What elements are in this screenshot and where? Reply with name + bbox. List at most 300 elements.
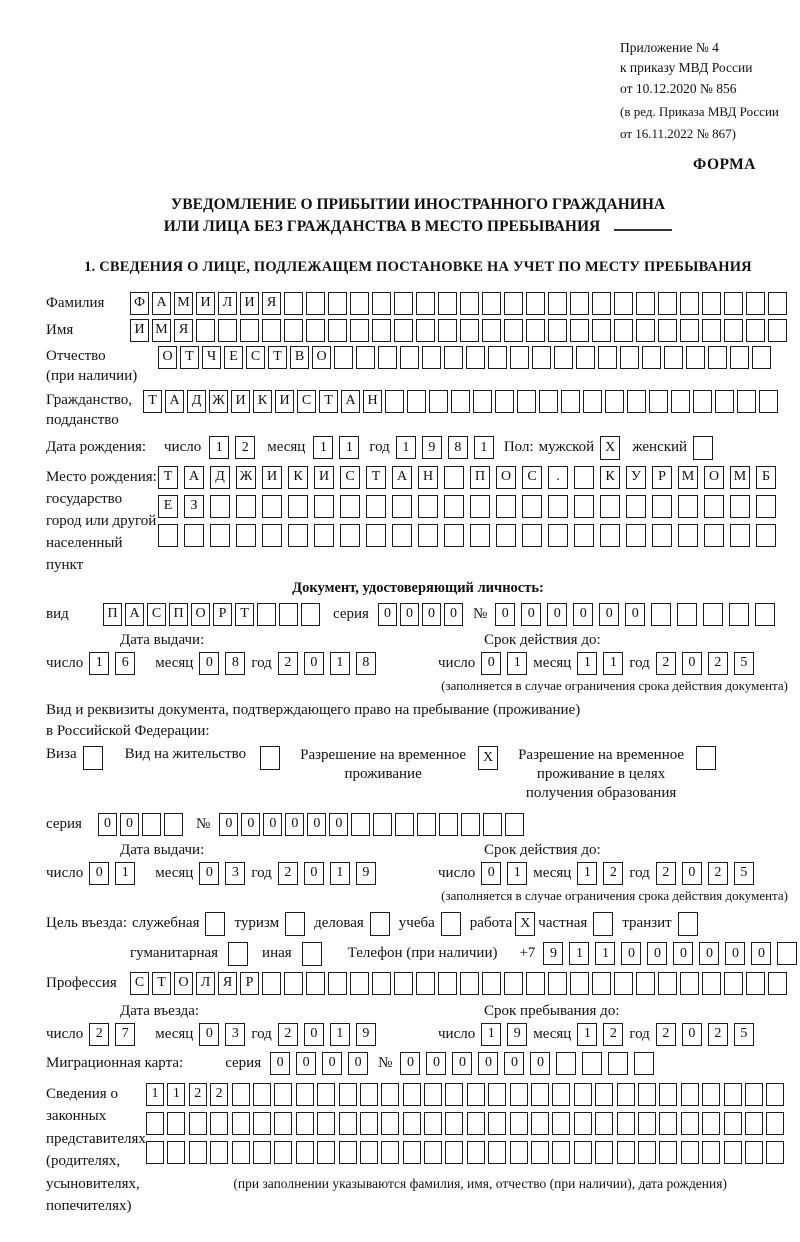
char-box bbox=[556, 1052, 576, 1075]
char-box bbox=[360, 1141, 378, 1164]
char-box: 1 bbox=[339, 436, 359, 459]
char-box: 0 bbox=[270, 1052, 290, 1075]
char-box: 0 bbox=[263, 813, 282, 836]
char-box bbox=[724, 1083, 742, 1106]
doc-type-label: вид bbox=[46, 605, 69, 622]
char-box bbox=[236, 524, 256, 547]
char-box: 5 bbox=[734, 1023, 754, 1046]
char-box bbox=[658, 972, 677, 995]
char-box: 2 bbox=[278, 862, 298, 885]
purpose-humanitarian-option: гуманитарная bbox=[130, 942, 248, 966]
char-box bbox=[627, 390, 646, 413]
char-box bbox=[429, 390, 448, 413]
appendix-block bbox=[620, 38, 790, 144]
char-box: К bbox=[600, 466, 620, 489]
char-box bbox=[548, 319, 567, 342]
char-box bbox=[582, 1052, 602, 1075]
gender-label: Пол: bbox=[503, 439, 534, 456]
month-label: месяц bbox=[155, 864, 194, 881]
char-box bbox=[340, 524, 360, 547]
char-box: 1 bbox=[603, 652, 623, 675]
char-box: С bbox=[522, 466, 542, 489]
char-box bbox=[296, 1112, 314, 1135]
day-label: число bbox=[46, 654, 84, 671]
char-box: 0 bbox=[120, 813, 139, 836]
char-box bbox=[306, 319, 325, 342]
char-box bbox=[659, 1083, 677, 1106]
char-box bbox=[570, 319, 589, 342]
char-box bbox=[424, 1112, 442, 1135]
char-box bbox=[626, 524, 646, 547]
char-box bbox=[381, 1112, 399, 1135]
char-box bbox=[495, 390, 514, 413]
char-box bbox=[416, 972, 435, 995]
char-box: Л bbox=[196, 972, 215, 995]
representatives-boxes bbox=[146, 1083, 784, 1192]
char-box bbox=[394, 292, 413, 315]
char-box bbox=[729, 603, 749, 626]
char-box bbox=[510, 1112, 528, 1135]
day-label: число bbox=[46, 864, 84, 881]
char-box bbox=[724, 972, 743, 995]
char-box: 9 bbox=[356, 862, 376, 885]
char-box bbox=[638, 1112, 656, 1135]
char-box: У bbox=[626, 466, 646, 489]
year-label: год bbox=[251, 1025, 272, 1042]
char-box bbox=[752, 346, 771, 369]
char-box: 5 bbox=[734, 862, 754, 885]
year-label: год bbox=[629, 1025, 650, 1042]
char-box bbox=[680, 292, 699, 315]
migration-card-row bbox=[46, 1052, 790, 1075]
char-box: 1 bbox=[507, 652, 527, 675]
char-box bbox=[642, 346, 661, 369]
char-box bbox=[257, 603, 276, 626]
char-box: О bbox=[191, 603, 210, 626]
char-box: Ж bbox=[209, 390, 228, 413]
given-name-row bbox=[46, 319, 790, 342]
char-box bbox=[574, 466, 594, 489]
char-box: 0 bbox=[599, 603, 619, 626]
profession-row bbox=[46, 972, 790, 995]
char-box bbox=[467, 1141, 485, 1164]
char-box bbox=[444, 466, 464, 489]
char-box bbox=[232, 1112, 250, 1135]
char-box: 0 bbox=[307, 813, 326, 836]
char-box: К bbox=[288, 466, 308, 489]
char-box: 0 bbox=[400, 1052, 420, 1075]
residence-doc-line1: Вид и реквизиты документа, подтверждающего право на пребывание (проживание) bbox=[46, 701, 581, 718]
patronymic-row bbox=[46, 346, 790, 386]
char-box bbox=[394, 319, 413, 342]
char-box bbox=[400, 346, 419, 369]
phone-boxes bbox=[543, 942, 797, 965]
char-box bbox=[378, 346, 397, 369]
char-box: 2 bbox=[278, 1023, 298, 1046]
char-box bbox=[210, 1112, 228, 1135]
char-box bbox=[704, 495, 724, 518]
char-box bbox=[488, 1083, 506, 1106]
char-box bbox=[288, 495, 308, 518]
appendix-line: к приказу МВД России bbox=[620, 60, 753, 76]
char-box bbox=[418, 495, 438, 518]
char-box: 0 bbox=[199, 862, 219, 885]
char-box bbox=[592, 292, 611, 315]
char-box bbox=[407, 390, 426, 413]
char-box: Е bbox=[224, 346, 243, 369]
char-box bbox=[651, 603, 671, 626]
char-box bbox=[328, 972, 347, 995]
char-box bbox=[737, 390, 756, 413]
entry-year-boxes bbox=[278, 1023, 376, 1046]
char-box: 5 bbox=[734, 652, 754, 675]
representatives-note: (при заполнении указываются фамилия, имя, отчество (при наличии), дата рождения) bbox=[233, 1175, 727, 1191]
char-box bbox=[561, 390, 580, 413]
char-box bbox=[444, 346, 463, 369]
char-box bbox=[451, 390, 470, 413]
char-box bbox=[746, 319, 765, 342]
revision-line: (в ред. Приказа МВД России bbox=[620, 103, 779, 119]
permit-issue-month-boxes bbox=[199, 862, 245, 885]
entry-date-group bbox=[46, 1023, 424, 1046]
citizenship-boxes bbox=[143, 390, 778, 413]
surname-row bbox=[46, 292, 790, 315]
char-box bbox=[385, 390, 404, 413]
char-box bbox=[314, 495, 334, 518]
char-box bbox=[745, 1083, 763, 1106]
char-box bbox=[416, 319, 435, 342]
char-box: А bbox=[165, 390, 184, 413]
char-box bbox=[671, 390, 690, 413]
doc-number-boxes bbox=[495, 603, 775, 626]
char-box bbox=[417, 813, 436, 836]
residence-permit-checkbox bbox=[260, 746, 280, 770]
char-box: И bbox=[130, 319, 149, 342]
birth-day-boxes bbox=[209, 436, 255, 459]
char-box: Н bbox=[418, 466, 438, 489]
char-box: 1 bbox=[330, 1023, 350, 1046]
char-box bbox=[746, 972, 765, 995]
validity-note: (заполняется в случае ограничения срока действия документа) bbox=[441, 887, 788, 903]
char-box: 0 bbox=[241, 813, 260, 836]
char-box: 1 bbox=[569, 942, 589, 965]
char-box: 1 bbox=[313, 436, 333, 459]
validity-note: (заполняется в случае ограничения срока действия документа) bbox=[441, 677, 788, 693]
char-box bbox=[680, 972, 699, 995]
char-box bbox=[339, 1112, 357, 1135]
char-box bbox=[496, 495, 516, 518]
char-box bbox=[356, 346, 375, 369]
char-box bbox=[724, 1141, 742, 1164]
char-box bbox=[768, 319, 787, 342]
char-box: 8 bbox=[356, 652, 376, 675]
char-box bbox=[460, 319, 479, 342]
char-box: О bbox=[312, 346, 331, 369]
char-box: Р bbox=[652, 466, 672, 489]
char-box: Е bbox=[158, 495, 178, 518]
char-box: А bbox=[341, 390, 360, 413]
char-box bbox=[284, 292, 303, 315]
char-box bbox=[766, 1141, 784, 1164]
char-box: 0 bbox=[647, 942, 667, 965]
char-box bbox=[482, 319, 501, 342]
residence-permit-option bbox=[125, 746, 280, 770]
representatives-row3-boxes bbox=[146, 1141, 784, 1164]
char-box bbox=[531, 1112, 549, 1135]
char-box: 0 bbox=[426, 1052, 446, 1075]
char-box bbox=[350, 972, 369, 995]
char-box bbox=[403, 1141, 421, 1164]
char-box: Т bbox=[319, 390, 338, 413]
char-box: 2 bbox=[235, 436, 255, 459]
migration-card-label: Миграционная карта: bbox=[46, 1054, 184, 1071]
permit-dates-block bbox=[46, 842, 790, 904]
doc-valid-month-boxes bbox=[577, 652, 623, 675]
char-box: Я bbox=[174, 319, 193, 342]
char-box bbox=[164, 813, 183, 836]
char-box bbox=[703, 603, 723, 626]
permit-issue-year-boxes bbox=[278, 862, 376, 885]
char-box: З bbox=[184, 495, 204, 518]
char-box bbox=[445, 1083, 463, 1106]
char-box bbox=[262, 972, 281, 995]
char-box bbox=[600, 524, 620, 547]
char-box: 0 bbox=[444, 603, 463, 626]
char-box bbox=[574, 1112, 592, 1135]
char-box: 1 bbox=[577, 1023, 597, 1046]
year-label: год bbox=[629, 864, 650, 881]
char-box bbox=[766, 1083, 784, 1106]
residence-permit-label: Вид на жительство bbox=[124, 745, 247, 762]
purpose-official-option: служебная bbox=[132, 912, 226, 936]
char-box: 1 bbox=[577, 652, 597, 675]
stay-until-header: Срок пребывания до: bbox=[484, 1002, 620, 1019]
doc-issue-year-boxes bbox=[278, 652, 376, 675]
char-box bbox=[659, 1112, 677, 1135]
char-box bbox=[167, 1141, 185, 1164]
char-box bbox=[526, 972, 545, 995]
char-box bbox=[552, 1083, 570, 1106]
gender-female-checkbox bbox=[693, 436, 713, 460]
permit-issue-day-boxes bbox=[89, 862, 135, 885]
mc-number-boxes bbox=[400, 1052, 654, 1075]
char-box bbox=[652, 524, 672, 547]
char-box bbox=[745, 1112, 763, 1135]
char-box bbox=[759, 390, 778, 413]
char-box bbox=[755, 603, 775, 626]
char-box: 1 bbox=[115, 862, 135, 885]
day-label: число bbox=[164, 439, 202, 456]
permit-valid-date-group bbox=[424, 862, 790, 885]
char-box: 0 bbox=[199, 1023, 219, 1046]
char-box bbox=[328, 292, 347, 315]
char-box: Ж bbox=[236, 466, 256, 489]
entry-day-boxes bbox=[89, 1023, 135, 1046]
char-box bbox=[284, 972, 303, 995]
char-box bbox=[482, 292, 501, 315]
char-box: 0 bbox=[530, 1052, 550, 1075]
doc-dates-block bbox=[46, 632, 790, 694]
char-box bbox=[617, 1141, 635, 1164]
valid-until-header: Срок действия до: bbox=[484, 631, 601, 648]
char-box: 0 bbox=[573, 603, 593, 626]
representatives-label: Сведения о законных представителях (родителях, усыновителях, попечителях) bbox=[46, 1085, 146, 1215]
char-box bbox=[438, 319, 457, 342]
number-label: № bbox=[378, 1054, 393, 1071]
char-box bbox=[677, 603, 697, 626]
char-box bbox=[328, 319, 347, 342]
birth-place-row bbox=[46, 466, 790, 576]
char-box: 2 bbox=[656, 862, 676, 885]
purpose-work-option: работа X bbox=[470, 912, 536, 936]
entry-dates-block bbox=[46, 1003, 790, 1046]
char-box bbox=[702, 292, 721, 315]
char-box bbox=[617, 1083, 635, 1106]
gender-male-label: мужской bbox=[538, 439, 595, 456]
char-box bbox=[766, 1112, 784, 1135]
char-box bbox=[681, 1112, 699, 1135]
char-box: Л bbox=[218, 292, 237, 315]
char-box bbox=[496, 524, 516, 547]
char-box bbox=[296, 1141, 314, 1164]
char-box bbox=[570, 972, 589, 995]
char-box bbox=[681, 1141, 699, 1164]
representatives-row2-boxes bbox=[146, 1112, 784, 1135]
char-box bbox=[626, 495, 646, 518]
char-box bbox=[595, 1083, 613, 1106]
char-box: 2 bbox=[278, 652, 298, 675]
char-box bbox=[288, 524, 308, 547]
char-box: 0 bbox=[285, 813, 304, 836]
char-box bbox=[444, 495, 464, 518]
char-box bbox=[638, 1141, 656, 1164]
char-box: А bbox=[125, 603, 144, 626]
char-box bbox=[279, 603, 298, 626]
char-box bbox=[598, 346, 617, 369]
birth-place-row1-boxes bbox=[158, 466, 776, 489]
char-box: Ч bbox=[202, 346, 221, 369]
temp-residence-label: Разрешение на временное проживание bbox=[300, 746, 467, 782]
char-box bbox=[664, 346, 683, 369]
char-box: О bbox=[158, 346, 177, 369]
permit-number-boxes bbox=[219, 813, 524, 836]
char-box bbox=[340, 495, 360, 518]
revision-line: от 16.11.2022 № 867) bbox=[620, 126, 737, 142]
char-box: 0 bbox=[547, 603, 567, 626]
residence-doc-options-row bbox=[46, 746, 790, 803]
char-box bbox=[510, 1141, 528, 1164]
given-name-label: Имя bbox=[46, 321, 74, 338]
entry-month-boxes bbox=[199, 1023, 245, 1046]
birth-date-row bbox=[46, 436, 790, 460]
visa-label: Виза bbox=[46, 745, 77, 762]
char-box bbox=[614, 972, 633, 995]
char-box: И bbox=[196, 292, 215, 315]
char-box bbox=[416, 292, 435, 315]
char-box bbox=[570, 292, 589, 315]
char-box bbox=[746, 292, 765, 315]
char-box: Ф bbox=[130, 292, 149, 315]
char-box: Т bbox=[180, 346, 199, 369]
char-box bbox=[392, 524, 412, 547]
char-box: 0 bbox=[219, 813, 238, 836]
char-box bbox=[636, 972, 655, 995]
permit-issue-date-group bbox=[46, 862, 424, 885]
char-box: 1 bbox=[146, 1083, 164, 1106]
char-box bbox=[488, 346, 507, 369]
char-box bbox=[548, 524, 568, 547]
issue-date-header: Дата выдачи: bbox=[120, 631, 205, 648]
char-box bbox=[702, 1083, 720, 1106]
char-box: А bbox=[392, 466, 412, 489]
char-box bbox=[351, 813, 370, 836]
char-box: 9 bbox=[356, 1023, 376, 1046]
char-box: Д bbox=[187, 390, 206, 413]
char-box bbox=[574, 1141, 592, 1164]
char-box bbox=[659, 1141, 677, 1164]
char-box bbox=[510, 346, 529, 369]
char-box: А bbox=[152, 292, 171, 315]
char-box: 0 bbox=[699, 942, 719, 965]
char-box bbox=[730, 524, 750, 547]
series-label: серия bbox=[225, 1054, 262, 1071]
char-box: 0 bbox=[304, 652, 324, 675]
char-box bbox=[392, 495, 412, 518]
purpose-other-checkbox bbox=[302, 942, 322, 966]
doc-issue-month-boxes bbox=[199, 652, 245, 675]
char-box bbox=[693, 390, 712, 413]
char-box bbox=[634, 1052, 654, 1075]
day-label: число bbox=[438, 864, 476, 881]
char-box: 0 bbox=[199, 652, 219, 675]
char-box: 0 bbox=[422, 603, 441, 626]
char-box bbox=[262, 524, 282, 547]
char-box: 2 bbox=[656, 1023, 676, 1046]
char-box bbox=[702, 319, 721, 342]
purpose-private-checkbox bbox=[593, 912, 613, 936]
char-box: 0 bbox=[682, 1023, 702, 1046]
month-label: месяц bbox=[267, 439, 306, 456]
visa-option bbox=[46, 746, 103, 770]
char-box: М bbox=[678, 466, 698, 489]
char-box: 0 bbox=[304, 1023, 324, 1046]
patronymic-boxes bbox=[158, 346, 771, 369]
char-box bbox=[360, 1083, 378, 1106]
temp-residence-option bbox=[300, 746, 498, 784]
char-box bbox=[284, 319, 303, 342]
char-box bbox=[334, 346, 353, 369]
char-box bbox=[236, 495, 256, 518]
char-box: Т bbox=[235, 603, 254, 626]
char-box: 1 bbox=[89, 652, 109, 675]
char-box bbox=[510, 1083, 528, 1106]
char-box bbox=[756, 495, 776, 518]
char-box bbox=[372, 292, 391, 315]
char-box bbox=[482, 972, 501, 995]
month-label: месяц bbox=[155, 654, 194, 671]
char-box: 0 bbox=[481, 652, 501, 675]
char-box: 1 bbox=[474, 436, 494, 459]
purpose-row bbox=[46, 912, 790, 936]
representatives-row bbox=[46, 1083, 790, 1218]
char-box: 1 bbox=[595, 942, 615, 965]
char-box bbox=[424, 1141, 442, 1164]
char-box bbox=[339, 1141, 357, 1164]
char-box bbox=[210, 524, 230, 547]
char-box: 9 bbox=[507, 1023, 527, 1046]
char-box bbox=[608, 1052, 628, 1075]
patronymic-label: Отчество (при наличии) bbox=[46, 347, 138, 384]
